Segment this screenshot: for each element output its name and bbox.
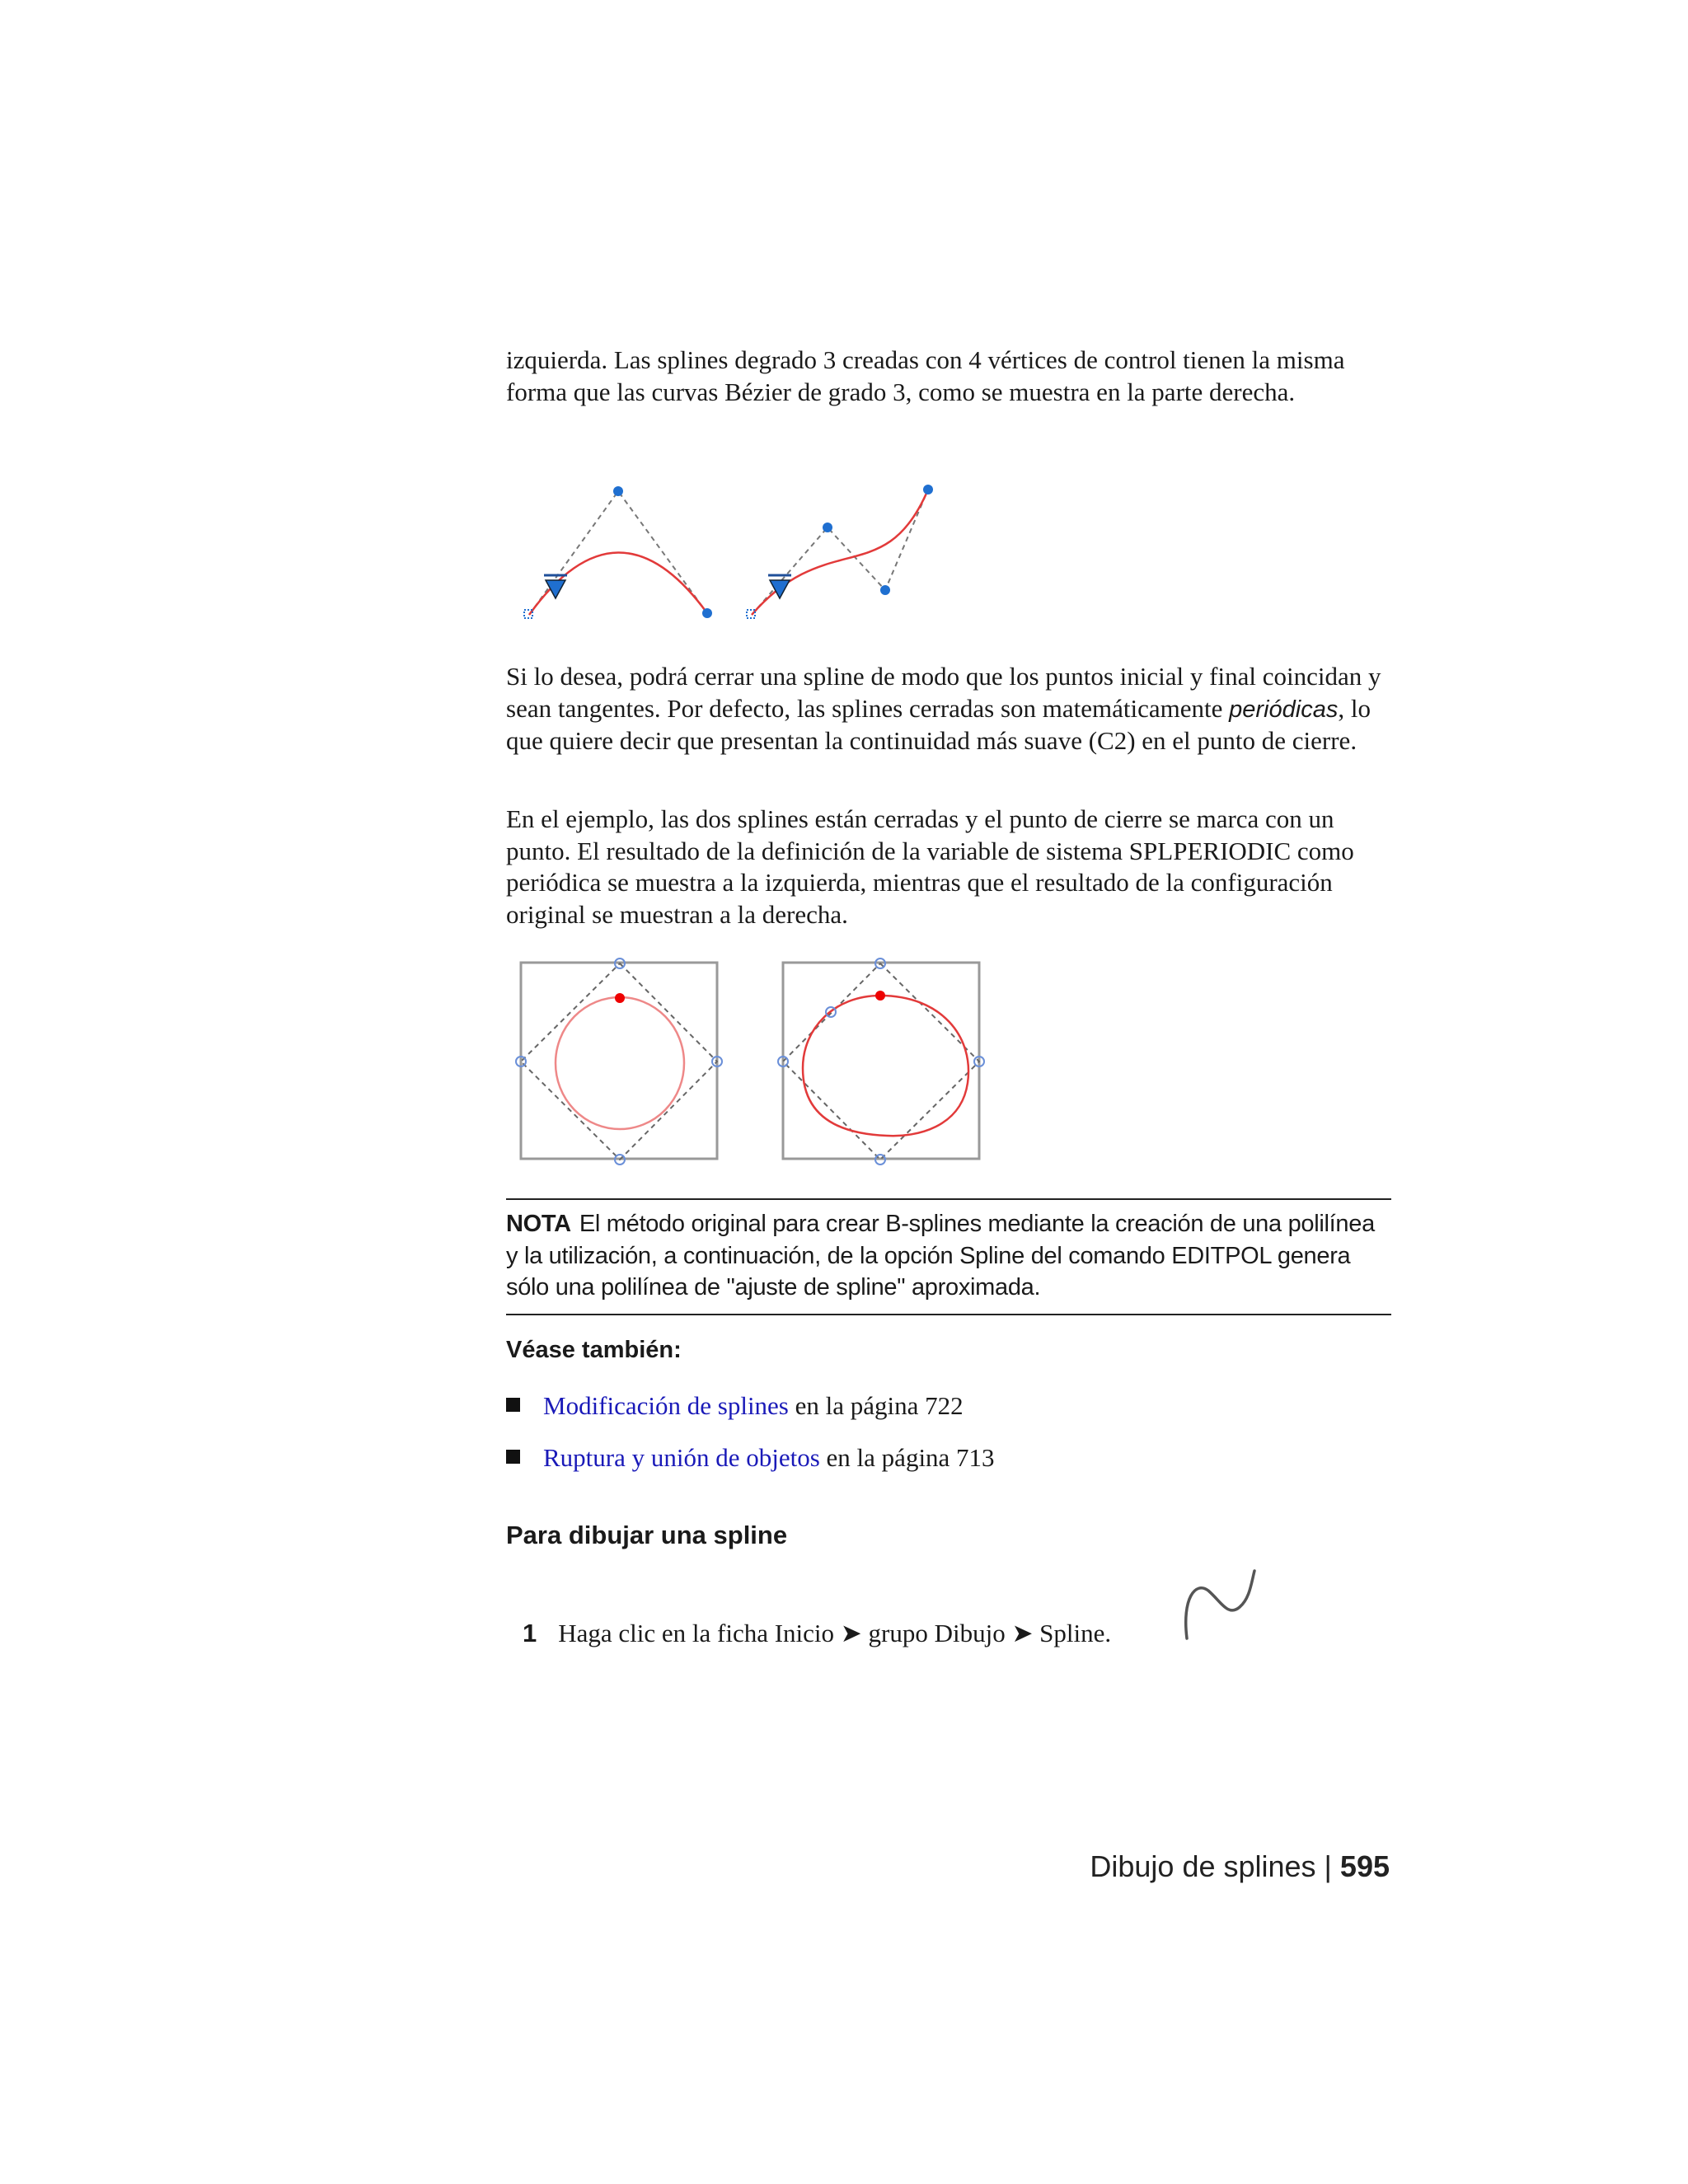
page-footer: Dibujo de splines | 595	[1090, 1849, 1390, 1883]
note-box: NOTA El método original para crear B-splines mediante la creación de una polilínea y la utilización, a continuación, de la opción Spline del comando EDITPOL genera sólo una polilínea de "ajuste de spline" aproximada.	[506, 1198, 1391, 1315]
see-also-heading: Véase también:	[506, 1337, 682, 1363]
paragraph-1: izquierda. Las splines degrado 3 creadas con 4 vértices de control tienen la misma forma que las curvas Bézier de grado 3, como se muestra en la parte derecha.	[506, 345, 1345, 406]
spline-left	[524, 486, 712, 618]
start-arrow-icon	[544, 575, 567, 598]
bullet-square-icon	[506, 1398, 520, 1412]
link-modificacion-splines[interactable]: Modificación de splines	[543, 1391, 789, 1420]
page-number: 595	[1339, 1849, 1390, 1883]
see-also-item: Ruptura y unión de objetos en la página 713	[506, 1442, 995, 1474]
spline-right	[747, 485, 933, 618]
procedure-step: 1 Haga clic en la ficha Inicio ➤ grupo Dibujo ➤ Spline.	[523, 1619, 1112, 1647]
closed-spline-original	[778, 958, 984, 1165]
paragraph-3: En el ejemplo, las dos splines están cerradas y el punto de cierre se marca con un punto. El resultado de la definición de la variable de sistema SPLPERIODIC como periódica se muestra a la izquierda, mientras que el resultado de la configuración original se muestran a la derecha.	[506, 804, 1354, 929]
spline-tool-icon	[1180, 1566, 1259, 1642]
figure-closed-splines	[513, 954, 992, 1169]
procedure-heading: Para dibujar una spline	[506, 1521, 788, 1549]
figure-open-splines	[518, 478, 946, 626]
closed-spline-periodic	[516, 958, 722, 1165]
see-also-item: Modificación de splines en la página 722	[506, 1390, 964, 1422]
bullet-square-icon	[506, 1450, 520, 1464]
link-ruptura-union[interactable]: Ruptura y unión de objetos	[543, 1443, 820, 1472]
paragraph-2: Si lo desea, podrá cerrar una spline de modo que los puntos inicial y final coincidan y sean tangentes. Por defecto, las splines cerradas son matemáticamente periódicas, lo que quiere decir que presentan la continuidad más suave (C2) en el punto de cierre.	[506, 662, 1381, 755]
